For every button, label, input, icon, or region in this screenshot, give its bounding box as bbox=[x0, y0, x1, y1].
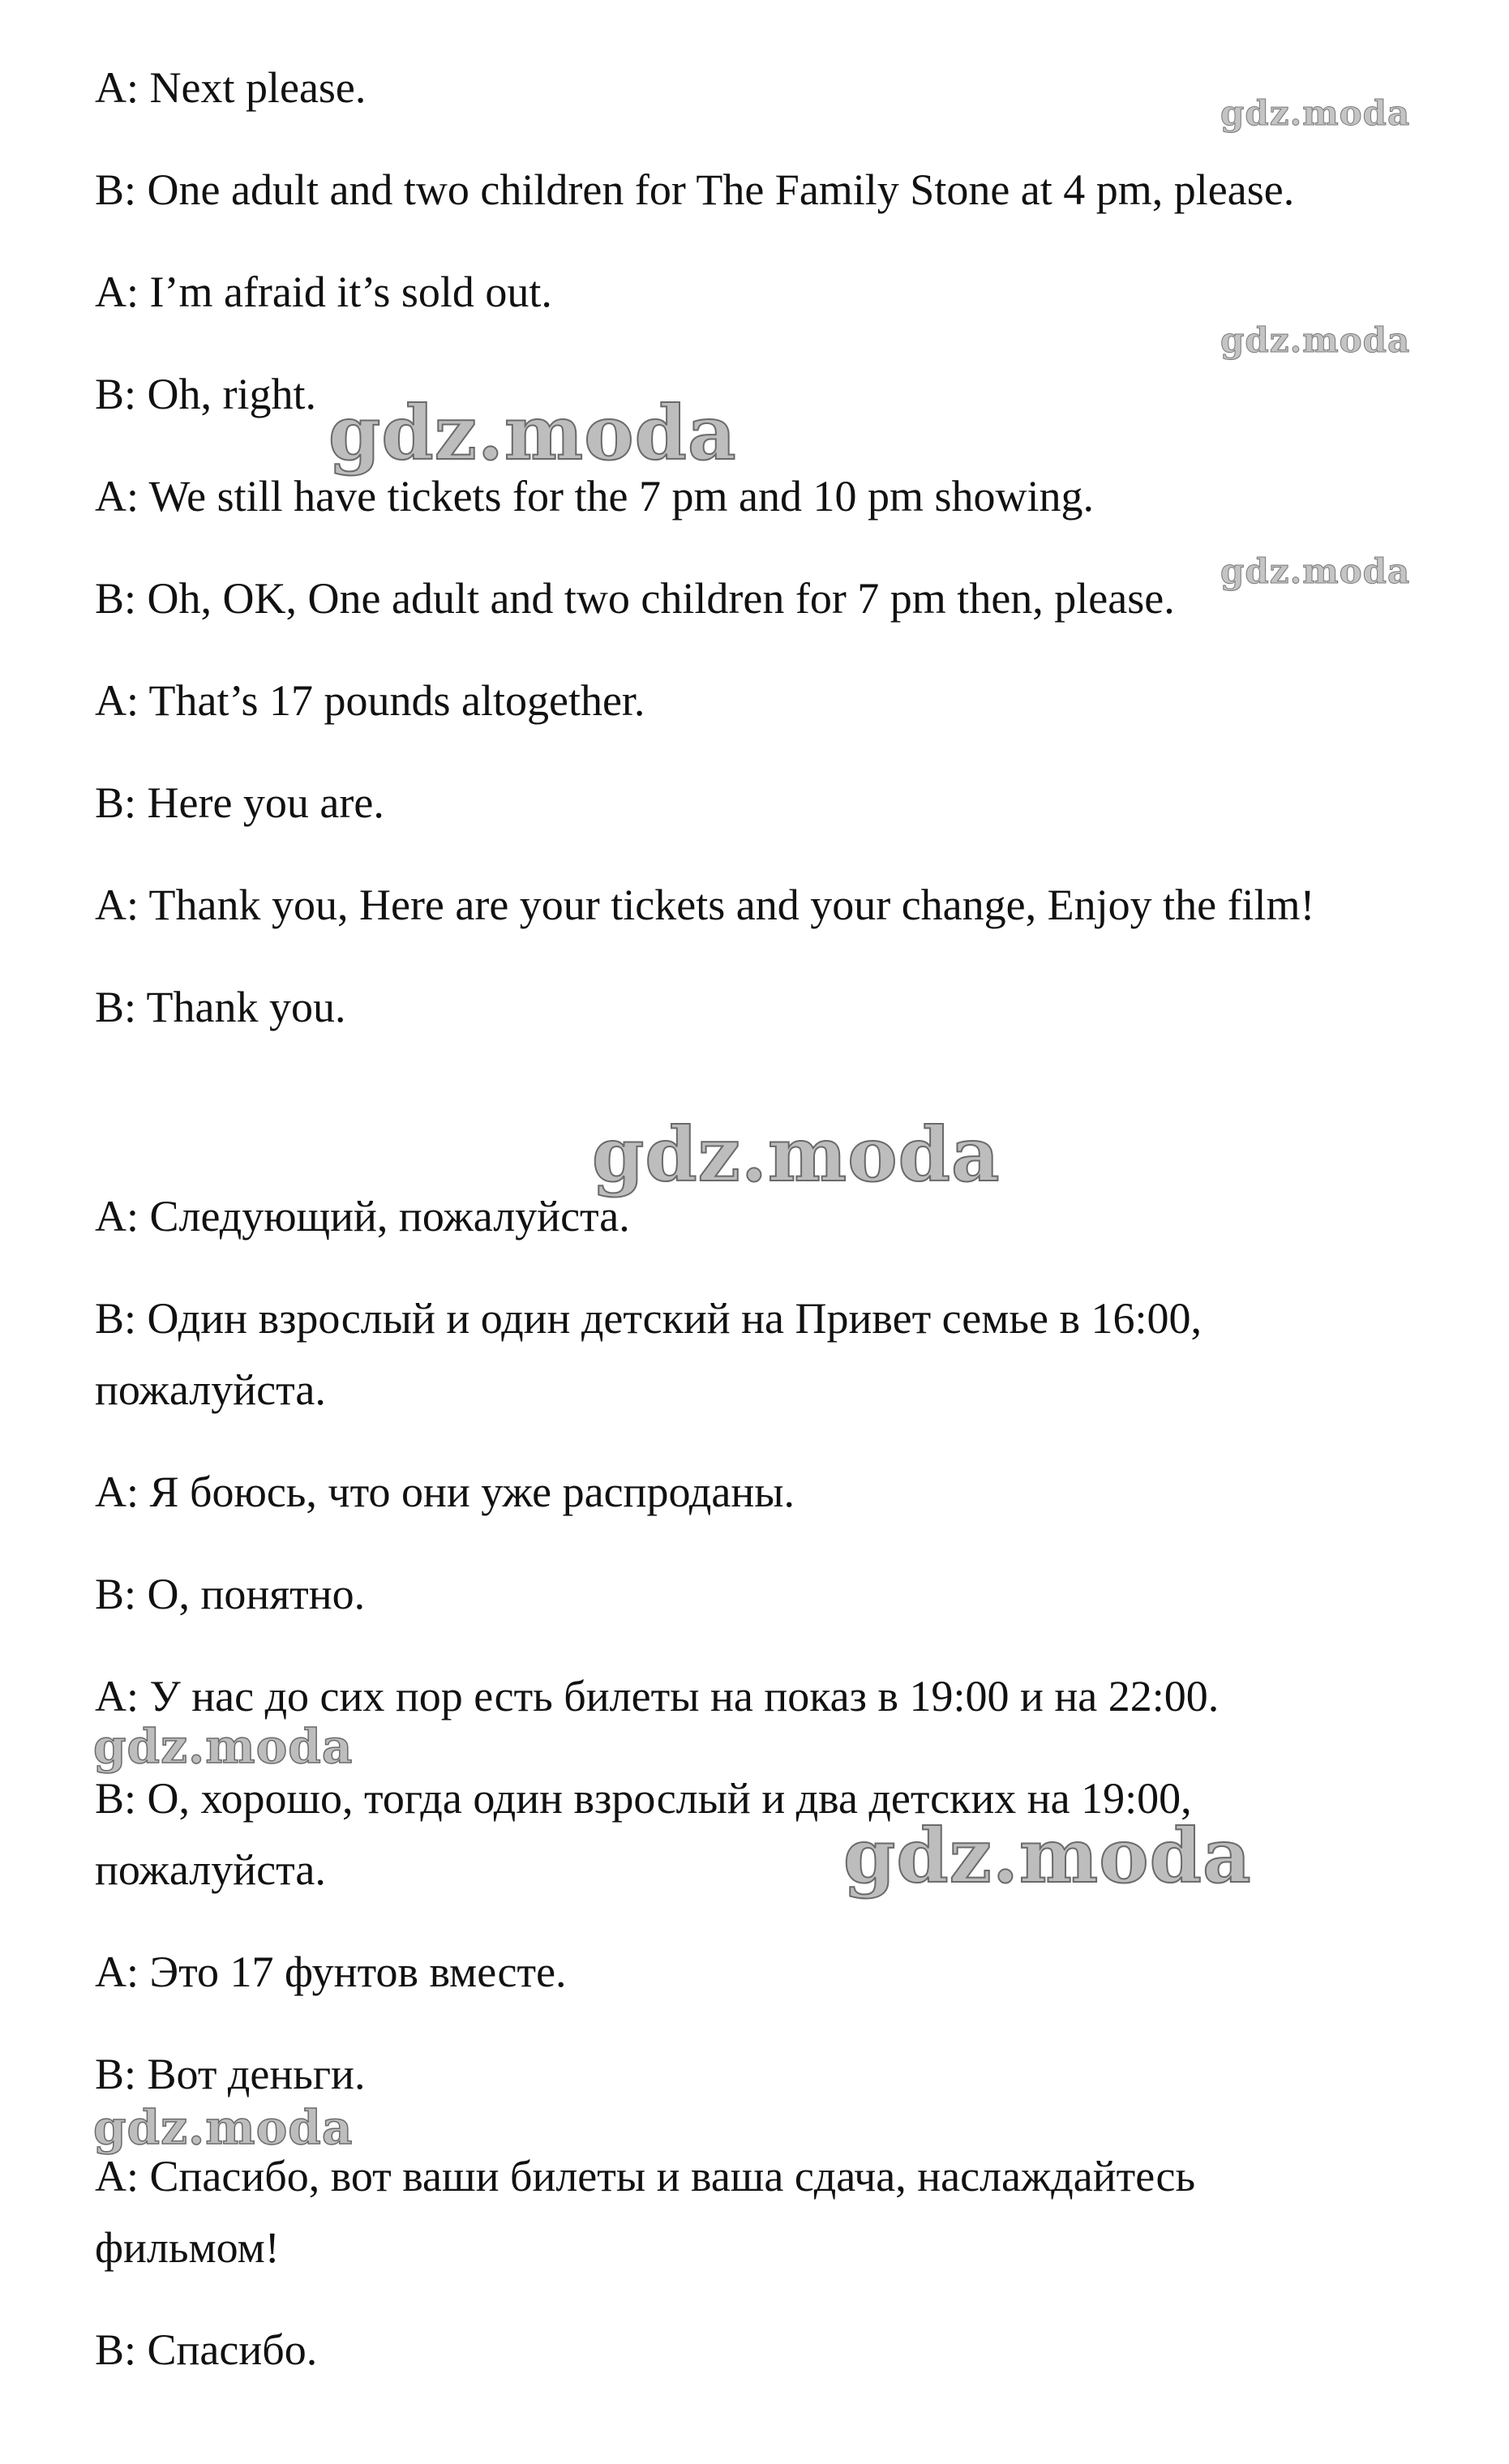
watermark: gdz.moda bbox=[93, 2100, 354, 2155]
dialogue-line: A: We still have tickets for the 7 pm and 10 pm showing. bbox=[95, 472, 1094, 521]
dialogue-line: B: Here you are. bbox=[95, 778, 384, 827]
dialogue-line: A: Я боюсь, что они уже распроданы. bbox=[95, 1468, 795, 1516]
dialogue-line: B: Thank you. bbox=[95, 983, 346, 1031]
watermark: gdz.moda bbox=[843, 1812, 1252, 1900]
dialogue-line: B: Вот деньги. bbox=[95, 2050, 366, 2098]
dialogue-line: B: Oh, right. bbox=[95, 370, 317, 418]
dialogue-line: B: О, хорошо, тогда один взрослый и два детских на 19:00, bbox=[95, 1774, 1192, 1823]
dialogue-line: B: Спасибо. bbox=[95, 2325, 318, 2374]
watermark: gdz.moda bbox=[1220, 551, 1411, 591]
dialogue-line: B: One adult and two children for The Family Stone at 4 pm, please. bbox=[95, 165, 1295, 214]
dialogue-line: A: Thank you, Here are your tickets and your change, Enjoy the film! bbox=[95, 881, 1315, 929]
watermark: gdz.moda bbox=[1220, 93, 1411, 133]
dialogue-line: A: Это 17 фунтов вместе. bbox=[95, 1948, 567, 1996]
watermark: gdz.moda bbox=[1220, 320, 1411, 360]
watermark: gdz.moda bbox=[328, 389, 737, 477]
dialogue-line: фильмом! bbox=[95, 2223, 280, 2272]
dialogue-line: A: У нас до сих пор есть билеты на показ в 19:00 и на 22:00. bbox=[95, 1672, 1220, 1721]
dialogue-line: A: That’s 17 pounds altogether. bbox=[95, 676, 645, 725]
watermark: gdz.moda bbox=[592, 1111, 1001, 1198]
dialogue-line: A: Next please. bbox=[95, 63, 367, 112]
dialogue-line: B: Oh, OK, One adult and two children for 7 pm then, please. bbox=[95, 574, 1175, 623]
dialogue-line: B: О, понятно. bbox=[95, 1570, 366, 1618]
dialogue-line: A: Следующий, пожалуйста. bbox=[95, 1192, 630, 1241]
dialogue-line: A: I’m afraid it’s sold out. bbox=[95, 268, 552, 316]
dialogue-line: пожалуйста. bbox=[95, 1845, 326, 1894]
watermark: gdz.moda bbox=[93, 1719, 354, 1774]
dialogue-line: A: Спасибо, вот ваши билеты и ваша сдача, наслаждайтесь bbox=[95, 2152, 1196, 2200]
dialogue-line: B: Один взрослый и один детский на Привет семье в 16:00, bbox=[95, 1294, 1202, 1343]
dialogue-line: пожалуйста. bbox=[95, 1365, 326, 1414]
